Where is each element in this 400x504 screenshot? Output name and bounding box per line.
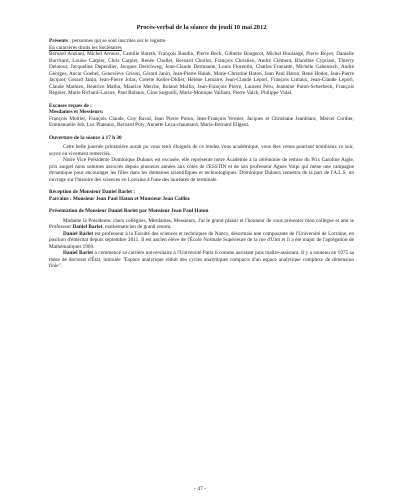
presentation-heading: Présentation de Monsieur Daniel Barlet par Monsieur Jean Paul Haton bbox=[49, 208, 209, 214]
presentation-paragraph-2 bbox=[49, 231, 354, 251]
presentation-paragraph-3 bbox=[49, 250, 354, 270]
ouverture-paragraph-1: Cette belle journée printanière aurait pu vous tenir éloignés de ce rendez vous académique, vous êtes venus pourtant nombreux ce soir, soyez en vivement remerciés. bbox=[49, 144, 354, 157]
presentation-p3-name: Daniel Barlet bbox=[63, 250, 94, 256]
presents-intro-text: : personnes qui se sont inscrites sur le registre bbox=[67, 38, 166, 44]
ouverture-heading: Ouverture de la séance à 17 h 30 bbox=[49, 134, 122, 141]
presentation-paragraph-1 bbox=[49, 218, 354, 231]
presentation-p1-name: Daniel Barlet bbox=[72, 224, 103, 230]
excuses-subheading: Mesdames et Messieurs: bbox=[49, 109, 104, 115]
presentation-p2-name: Daniel Barlet bbox=[63, 230, 94, 237]
document-title: Procès-verbal de la séance du jeudi 10 mai 2012 bbox=[136, 24, 267, 31]
ouverture-paragraph-2: Notre Vice Présidente Dominique Dubaux est excusée, elle représente notre Académie à la cérémonie de remise du Prix Caroline Aigle, prix auquel nous sommes associés depuis plusieurs années aux côtés de l'ESSTIN et de son professeur Agnès Volpi qui mène une campagne dynamique pour encourager les filles dans les domaines scientifiques et technologiques. Dominique Dubaux remettra de la part de l'A.L.S. un ouvrage sur l'histoire des sciences en Lorraine à l'une des lauréates de terminale. bbox=[49, 157, 354, 183]
page-number: - 47 - bbox=[193, 486, 207, 492]
presentation-p2-text: est professeur à la Faculté des sciences et techniques de Nancy, désormais une composante de l'Université de Lorraine, en position d'éméritat depuis septembre 2011. Il est ancien élève de l'École Normale Supérieure de la rue d'Ulm et il a été major de l'agrégation de Mathématiques 1969. bbox=[49, 230, 354, 250]
presentation-p1-text-a: Madame la Présidente, chers collègues, Mesdames, Messieurs, J'ai le grand plaisir et l'honneur de vous présenter mon collègue et ami le Professeur bbox=[49, 217, 354, 230]
excuses-heading: Excuses reçues de : bbox=[49, 102, 92, 109]
presents-subheading-text: En caractères droits les Sociétaires bbox=[49, 44, 122, 51]
presentation-p3-text: a commencé sa carrière universitaire à l'Université Paris 6 comme assistant puis maître-assistant. Il y a soutenu en 1975 sa thèse de doctorat d'État, intitulée "Espace analytique réduit des cycles analytiques compacts d'un espace analytique complexe de dimension finie". bbox=[49, 250, 355, 269]
reception-parrains: Parrains : Monsieur Jean Paul Haton et Monsieur Jean Caillez bbox=[49, 195, 190, 202]
presentation-p1-text-b: , mathématicien de grand renom. bbox=[102, 224, 172, 230]
excuses-names: François Mottier, François Claude, Guy Raval, Jean Pierre Puton, Jean-François Vernier, Jacques et Christiane Jeanblanc, Marcel Cordier, Emmanuelle Job, Luc Plateaux, Bernard Poty, Annette Lexa-chaumard, Marie-Bernard Ellgent. bbox=[49, 115, 354, 128]
presents-label: Présents bbox=[49, 38, 68, 44]
reception-heading: Réception de Monsieur Daniel Barlet : bbox=[49, 189, 136, 195]
presents-names: Bernard Anziani, Michel Arnoux, Camille Bareth, François Baudin, Pierre Beck, Gilberte Bougerot, Michel Boulangé, Pierre Boyer, Danielle Burckard, Louise Carpier, Chris Carpier, Renée Chollet, Bernard Chollot, François Christien, André Clément, Blandine Cypriani, Thierry Delatour, Jacqueline Dependier, Jacques Derichweg, Jean-Claude Dermaune, Louis Florentin, Charles Franiatte, Michèle Gabenisch, André Georges, Ancar Goebel, Geneviève Grison, Gérard Janin, Jean-Pierre Haluk, Marie-Christine Haton, Jean Paul Haton, René Hodot, Jean-Pierre Jacquot, Gérard Janin, Jean-Pierre Jolas, Colette Keller-Didier, Hélène Lemaire, Jean-Claude Lepori, François Limaux, Jean-Claude Lepori, Claude Mathieu, Béatrice Mathu, Maurice Metche, Roland Mollin, Jean-François Pierre, Laurent Péru, Jeannine Puton-Scherbeck, François Regnier, Marie Richard-Lacure, Paul Robaux, Gino Sognolli, Marie-Monique Vaillant, Pierre Valck, Philippe Vidal. bbox=[49, 51, 354, 96]
